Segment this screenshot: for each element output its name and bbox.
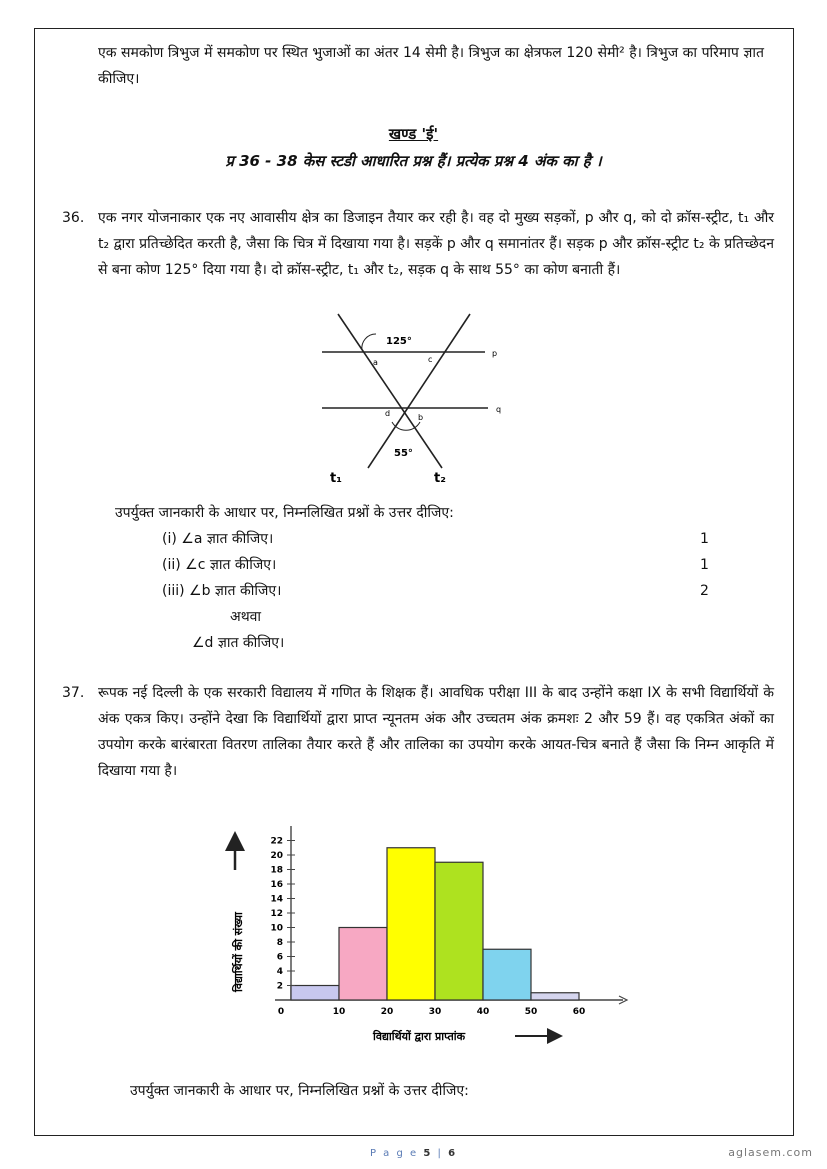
- y-tick-10: 10: [270, 923, 283, 934]
- y-tick-16: 16: [270, 880, 283, 890]
- q36-part-2: (ii) ∠c ज्ञात कीजिए।: [162, 557, 277, 573]
- page-footer: P a g e 5 | 6: [369, 1148, 458, 1159]
- y-tick-14: 14: [270, 894, 283, 905]
- brand-watermark: aglasem.com: [728, 1146, 813, 1159]
- angle-125-label: 125°: [386, 336, 412, 347]
- line-t2: [368, 314, 470, 468]
- q37-lead: उपर्युक्त जानकारी के आधार पर, निम्नलिखित प्रश्नों के उत्तर दीजिए:: [130, 1083, 469, 1099]
- line-q-label: q: [496, 405, 502, 414]
- footer-page-total: 6: [448, 1148, 458, 1159]
- q36-lead: उपर्युक्त जानकारी के आधार पर, निम्नलिखित प्रश्नों के उत्तर दीजिए:: [115, 505, 454, 521]
- x-tick-60: 60: [572, 1007, 586, 1017]
- y-tick-12: 12: [270, 909, 283, 919]
- y-tick-22: 22: [270, 836, 283, 847]
- section-subtitle: प्र 36 - 38 केस स्टडी आधारित प्रश्न हैं। प्रत्येक प्रश्न 4 अंक का है ।: [225, 152, 602, 170]
- bar-10-20: [339, 928, 387, 1001]
- x-tick-20: 20: [380, 1007, 394, 1017]
- x-axis-title: विद्यार्थियों द्वारा प्राप्तांक: [373, 1030, 466, 1043]
- y-tick-20: 20: [270, 851, 283, 861]
- angle-b-label: b: [418, 413, 424, 422]
- q36-part-1-marks: 1: [700, 531, 709, 547]
- bar-30-40: [435, 862, 483, 1000]
- line-p-label: p: [492, 349, 498, 358]
- arc-125: [362, 334, 376, 350]
- q36-part-1: (i) ∠a ज्ञात कीजिए।: [162, 531, 274, 547]
- bar-40-50: [483, 949, 531, 1000]
- question-36-number: 36.: [62, 210, 85, 226]
- histogram-chart: [225, 822, 635, 1052]
- y-tick-18: 18: [270, 865, 283, 876]
- question-36-text: एक नगर योजनाकार एक नए आवासीय क्षेत्र का डिजाइन तैयार कर रही है। वह दो मुख्य सड़कों, p और q, को दो क्रॉस-स्ट्रीट, t₁ और t₂ द्वारा प्रतिच्छेदित करती है, जैसा कि चित्र में दिखाया गया है। सड़कें p और q समानांतर हैं। सड़क p और क्रॉस-स्ट्रीट t₂ के प्रतिच्छेदन से बना कोण 125° दिया गया है। दो क्रॉस-स्ट्रीट, t₁ और t₂, सड़क q के साथ 55° का कोण बनाती हैं।: [98, 210, 774, 278]
- y-tick-6: 6: [276, 952, 283, 963]
- line-t2-label: t₂: [434, 471, 446, 486]
- q36-part-3: (iii) ∠b ज्ञात कीजिए।: [162, 583, 282, 599]
- q36-or: अथवा: [230, 609, 262, 625]
- y-axis-title: विद्यार्थियों की संख्या: [232, 912, 245, 992]
- footer-page-label: P a g e: [369, 1148, 419, 1159]
- y-tick-2: 2: [276, 981, 283, 992]
- x-tick-40: 40: [476, 1007, 490, 1017]
- parallel-lines-figure: [310, 310, 510, 490]
- line-t1-label: t₁: [330, 471, 342, 486]
- q36-part-2-marks: 1: [700, 557, 709, 573]
- y-tick-8: 8: [276, 938, 283, 948]
- x-tick-0: 0: [277, 1007, 285, 1017]
- question-37-number: 37.: [62, 685, 85, 701]
- angle-d-label: d: [385, 409, 391, 418]
- bar-50-60: [531, 993, 579, 1000]
- angle-a-label: a: [373, 358, 378, 367]
- q36-part-3-marks: 2: [700, 583, 709, 599]
- question-37-text: रूपक नई दिल्ली के एक सरकारी विद्यालय में गणित के शिक्षक हैं। आवधिक परीक्षा III के बाद उन्होंने कक्षा IX के सभी विद्यार्थियों के अंक एकत्र किए। उन्होंने देखा कि विद्यार्थियों द्वारा प्राप्त न्यूनतम अंक और उच्चतम अंक क्रमशः 2 और 59 हैं। वह एकत्रित अंकों का उपयोग करके बारंबारता वितरण तालिका तैयार करते हैं और तालिका का उपयोग करके आयत-चित्र बनाते हैं जैसा कि निम्न आकृति में दिखाया गया है।: [98, 685, 774, 779]
- angle-55-label: 55°: [394, 448, 413, 459]
- bar-20-30: [387, 848, 435, 1000]
- x-tick-30: 30: [428, 1007, 442, 1017]
- x-tick-50: 50: [524, 1007, 538, 1017]
- footer-page-number: 5: [423, 1148, 433, 1159]
- bar-0-10: [291, 986, 339, 1001]
- x-tick-10: 10: [332, 1007, 346, 1017]
- section-title: खण्ड 'ई': [388, 125, 439, 143]
- y-tick-4: 4: [276, 967, 283, 977]
- q36-alt-part: ∠d ज्ञात कीजिए।: [192, 635, 285, 651]
- intro-question: एक समकोण त्रिभुज में समकोण पर स्थित भुजाओं का अंतर 14 सेमी है। त्रिभुज का क्षेत्रफल 120 सेमी² है। त्रिभुज का परिमाप ज्ञात कीजिए।: [98, 45, 764, 87]
- angle-c-label: c: [428, 355, 433, 364]
